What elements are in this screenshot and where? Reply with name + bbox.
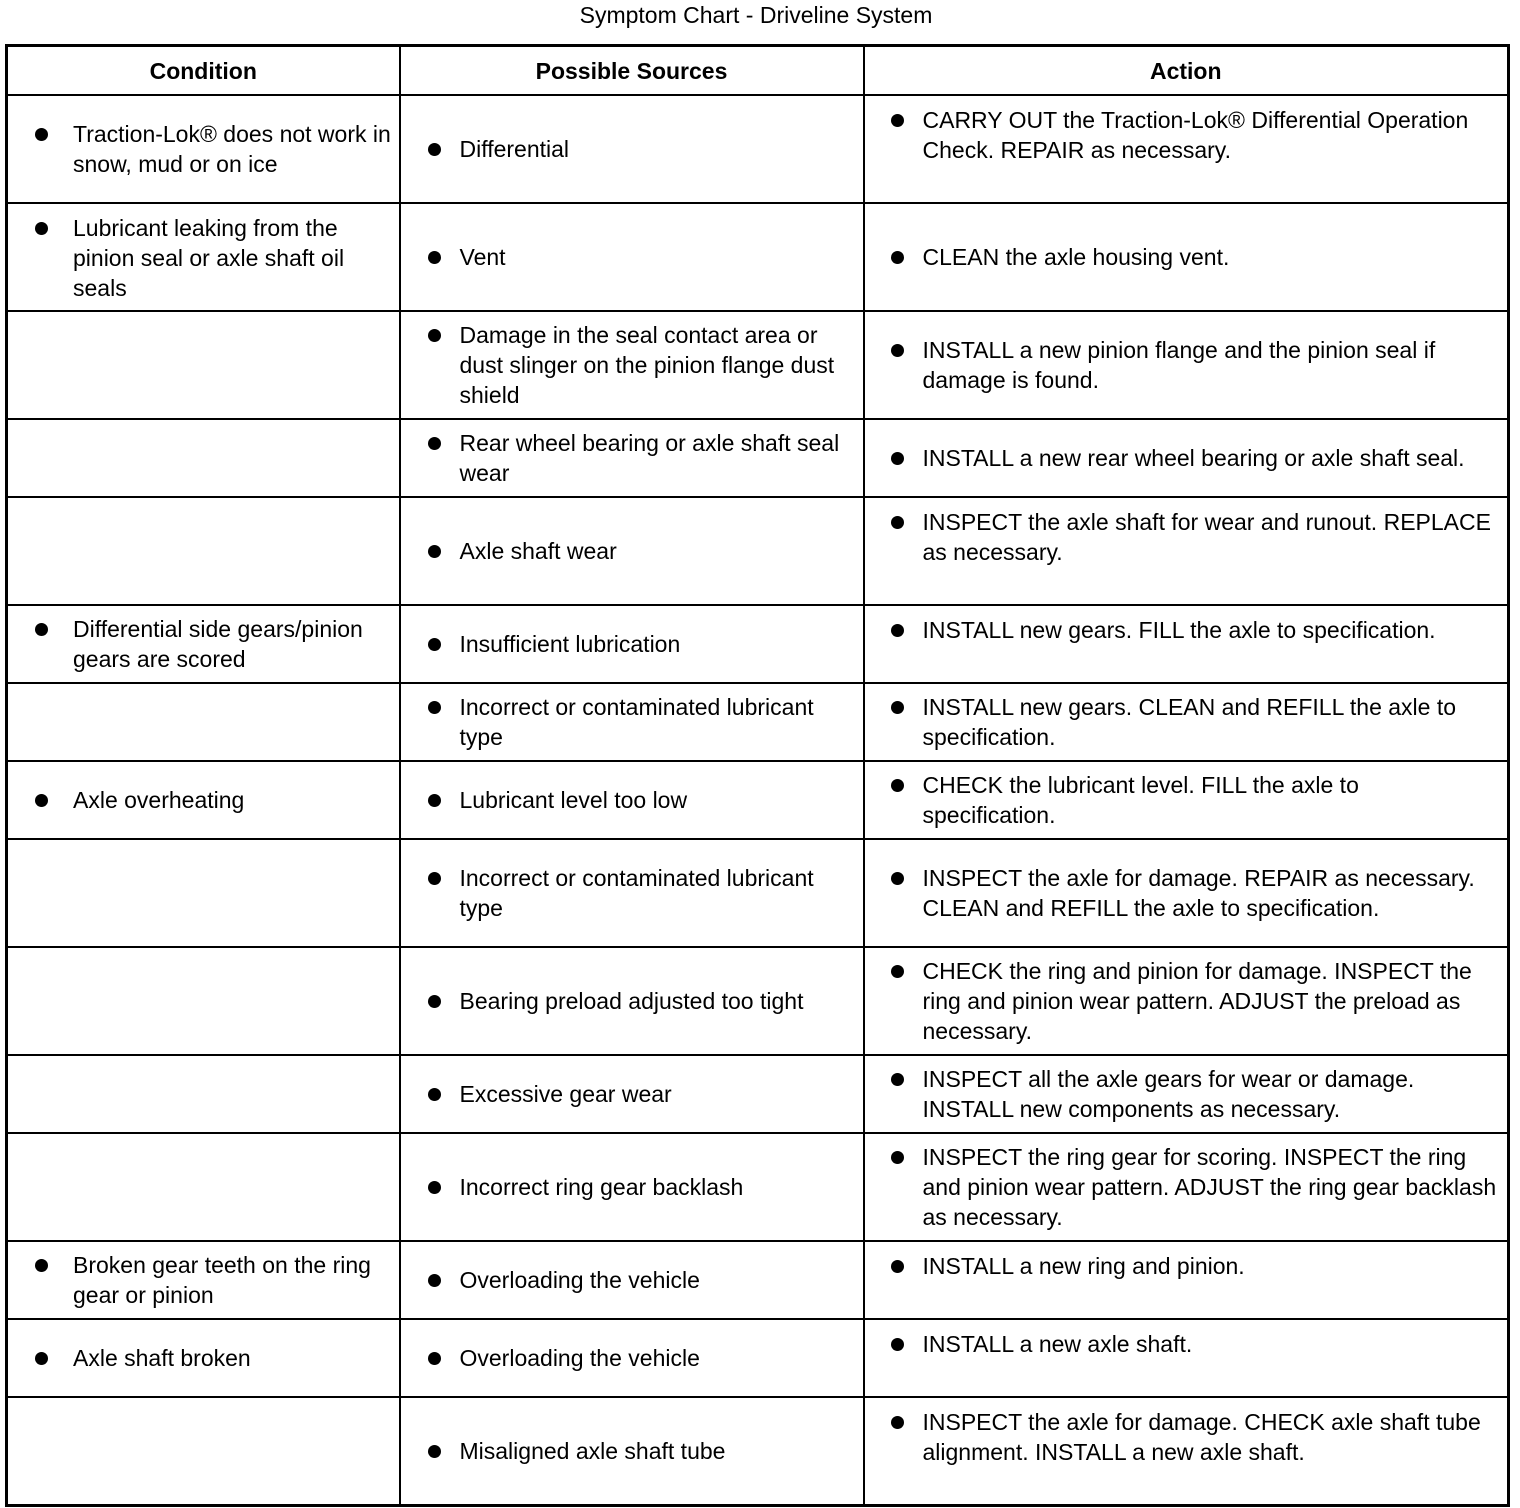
condition-cell	[7, 1055, 400, 1133]
condition-cell-text: Lubricant leaking from the pinion seal or axle shaft oil seals	[73, 215, 345, 301]
bullet-icon	[891, 1338, 904, 1351]
condition-cell	[7, 1319, 400, 1397]
condition-cell	[7, 605, 400, 683]
source-cell-text: Damage in the seal contact area or dust slinger on the pinion flange dust shield	[459, 322, 835, 408]
bullet-icon	[891, 251, 904, 264]
bullet-icon	[891, 1073, 904, 1086]
source-cell	[400, 839, 864, 947]
source-cell-text: Axle shaft wear	[459, 538, 617, 564]
bullet-icon	[428, 1274, 441, 1287]
bullet-icon	[35, 623, 48, 636]
bullet-icon	[428, 329, 441, 342]
action-cell-text: INSPECT all the axle gears for wear or damage. INSTALL new components as necessary.	[922, 1066, 1415, 1122]
action-cell	[864, 419, 1509, 497]
table-row	[7, 95, 1509, 203]
table-header-row	[7, 46, 1509, 96]
condition-cell	[7, 203, 400, 311]
source-cell-text: Insufficient lubrication	[459, 631, 681, 657]
bullet-icon	[35, 128, 48, 141]
bullet-icon	[428, 872, 441, 885]
source-cell	[400, 203, 864, 311]
table-row	[7, 1133, 1509, 1241]
table-row	[7, 419, 1509, 497]
condition-cell	[7, 839, 400, 947]
bullet-icon	[428, 251, 441, 264]
condition-cell-text: Broken gear teeth on the ring gear or pinion	[73, 1252, 371, 1308]
table-row	[7, 311, 1509, 419]
table-row	[7, 761, 1509, 839]
bullet-icon	[428, 701, 441, 714]
bullet-icon	[428, 1088, 441, 1101]
bullet-icon	[891, 1416, 904, 1429]
bullet-icon	[428, 794, 441, 807]
source-cell-text: Lubricant level too low	[459, 787, 688, 813]
source-cell-text: Incorrect or contaminated lubricant type	[459, 865, 814, 921]
condition-cell-text: Traction-Lok® does not work in snow, mud or on ice	[73, 121, 391, 177]
bullet-icon	[891, 872, 904, 885]
action-cell	[864, 497, 1509, 605]
bullet-icon	[35, 1352, 48, 1365]
action-cell	[864, 1241, 1509, 1319]
source-cell-text: Overloading the vehicle	[459, 1267, 700, 1293]
bullet-icon	[891, 1151, 904, 1164]
bullet-icon	[891, 965, 904, 978]
action-cell-text: CLEAN the axle housing vent.	[922, 244, 1230, 270]
condition-cell	[7, 95, 400, 203]
condition-cell	[7, 683, 400, 761]
source-cell-text: Vent	[459, 244, 506, 270]
action-cell	[864, 683, 1509, 761]
source-cell-text: Misaligned axle shaft tube	[459, 1437, 726, 1464]
bullet-icon	[428, 143, 441, 156]
source-cell	[400, 497, 864, 605]
source-cell	[400, 1397, 864, 1505]
table-row	[7, 1055, 1509, 1133]
source-cell	[400, 605, 864, 683]
action-cell	[864, 1055, 1509, 1133]
source-cell-text: Differential	[459, 136, 570, 162]
bullet-icon	[891, 779, 904, 792]
table-row	[7, 1397, 1509, 1505]
bullet-icon	[428, 545, 441, 558]
bullet-icon	[428, 995, 441, 1008]
action-cell	[864, 95, 1509, 203]
table-row	[7, 497, 1509, 605]
condition-cell-text: Differential side gears/pinion gears are scored	[73, 616, 363, 672]
action-cell	[864, 605, 1509, 683]
action-cell	[864, 761, 1509, 839]
bullet-icon	[428, 1352, 441, 1365]
source-cell	[400, 95, 864, 203]
bullet-icon	[891, 1260, 904, 1273]
bullet-icon	[428, 1445, 441, 1458]
bullet-icon	[891, 344, 904, 357]
source-cell-text: Overloading the vehicle	[459, 1345, 700, 1371]
action-cell-text: INSTALL a new axle shaft.	[922, 1331, 1193, 1357]
source-cell	[400, 761, 864, 839]
source-cell-text: Excessive gear wear	[459, 1081, 672, 1107]
condition-cell	[7, 1241, 400, 1319]
action-cell-text: INSTALL a new pinion flange and the pinion seal if damage is found.	[922, 337, 1436, 393]
action-cell	[864, 311, 1509, 419]
condition-cell-text: Axle overheating	[73, 787, 245, 813]
action-cell	[864, 1397, 1509, 1505]
source-cell	[400, 419, 864, 497]
condition-cell	[7, 761, 400, 839]
source-cell-text: Rear wheel bearing or axle shaft seal wear	[459, 430, 840, 486]
bullet-icon	[428, 638, 441, 651]
bullet-icon	[35, 794, 48, 807]
table-row	[7, 203, 1509, 311]
source-cell	[400, 1241, 864, 1319]
action-cell	[864, 839, 1509, 947]
action-cell-text: INSPECT the axle for damage. CHECK axle shaft tube alignment. INSTALL a new axle shaft.	[922, 1409, 1481, 1465]
action-cell-text: INSTALL a new rear wheel bearing or axle shaft seal.	[922, 445, 1465, 471]
bullet-icon	[891, 701, 904, 714]
action-cell-text: INSTALL a new ring and pinion.	[922, 1253, 1245, 1279]
header-condition: Condition	[7, 46, 400, 96]
condition-cell	[7, 419, 400, 497]
bullet-icon	[891, 114, 904, 127]
action-cell	[864, 1133, 1509, 1241]
table-row	[7, 1241, 1509, 1319]
action-cell	[864, 1319, 1509, 1397]
bullet-icon	[428, 1181, 441, 1194]
condition-cell-text: Axle shaft broken	[73, 1345, 251, 1371]
table-row	[7, 947, 1509, 1055]
table-body	[7, 95, 1509, 1505]
bullet-icon	[428, 437, 441, 450]
header-possible-sources: Possible Sources	[400, 46, 864, 96]
symptom-chart-table	[5, 44, 1510, 1507]
condition-cell	[7, 1397, 400, 1505]
table-row	[7, 1319, 1509, 1397]
action-cell-text: CHECK the ring and pinion for damage. INSPECT the ring and pinion wear pattern. ADJUST the preload as necessary.	[922, 958, 1472, 1044]
source-cell	[400, 1319, 864, 1397]
bullet-icon	[891, 624, 904, 637]
table-row	[7, 605, 1509, 683]
source-cell	[400, 1133, 864, 1241]
bullet-icon	[891, 516, 904, 529]
action-cell-text: INSTALL new gears. CLEAN and REFILL the axle to specification.	[922, 694, 1457, 750]
action-cell-text: INSPECT the axle for damage. REPAIR as necessary. CLEAN and REFILL the axle to specification.	[922, 865, 1475, 921]
source-cell	[400, 683, 864, 761]
action-cell	[864, 947, 1509, 1055]
table-row	[7, 683, 1509, 761]
bullet-icon	[891, 452, 904, 465]
bullet-icon	[35, 222, 48, 235]
condition-cell	[7, 497, 400, 605]
action-cell-text: INSPECT the axle shaft for wear and runout. REPLACE as necessary.	[922, 509, 1491, 565]
condition-cell	[7, 947, 400, 1055]
table-row	[7, 839, 1509, 947]
action-cell	[864, 203, 1509, 311]
source-cell-text: Incorrect or contaminated lubricant type	[459, 694, 814, 750]
action-cell-text: CARRY OUT the Traction-Lok® Differential Operation Check. REPAIR as necessary.	[922, 107, 1469, 163]
action-cell-text: INSTALL new gears. FILL the axle to specification.	[922, 617, 1436, 643]
source-cell	[400, 947, 864, 1055]
action-cell-text: CHECK the lubricant level. FILL the axle to specification.	[922, 772, 1359, 828]
condition-cell	[7, 1133, 400, 1241]
condition-cell	[7, 311, 400, 419]
page-title: Symptom Chart - Driveline System	[579, 2, 933, 28]
source-cell	[400, 1055, 864, 1133]
header-action: Action	[864, 46, 1509, 96]
source-cell-text: Bearing preload adjusted too tight	[459, 988, 804, 1014]
action-cell-text: INSPECT the ring gear for scoring. INSPECT the ring and pinion wear pattern. ADJUST the ring gear backlash as necessary.	[922, 1144, 1497, 1230]
source-cell	[400, 311, 864, 419]
source-cell-text: Incorrect ring gear backlash	[459, 1174, 744, 1200]
bullet-icon	[35, 1259, 48, 1272]
